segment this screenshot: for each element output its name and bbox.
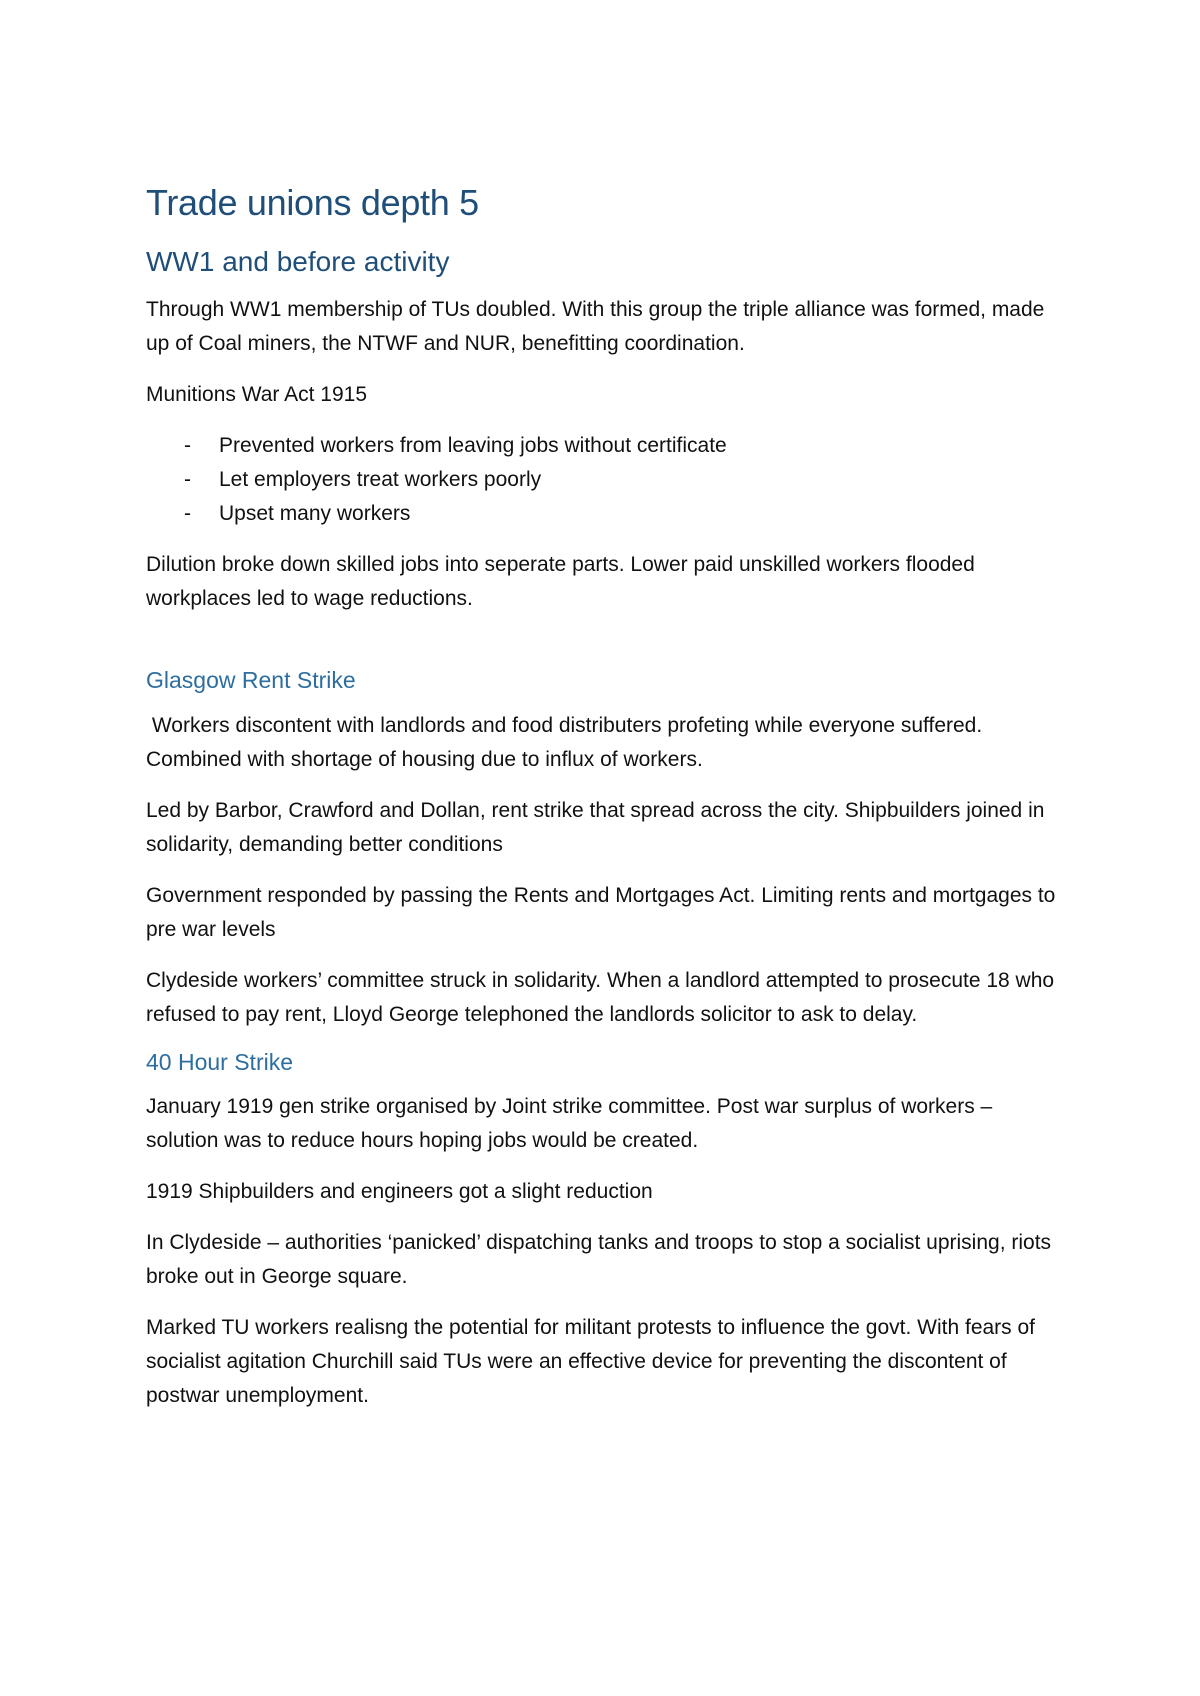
paragraph: Workers discontent with landlords and food distributers profeting while everyone suffered. Combined with shortage of housing due to influx of workers. [146, 713, 989, 771]
document-page [146, 182, 1066, 1430]
list-item [146, 497, 1066, 531]
paragraph: Munitions War Act 1915 [146, 382, 367, 406]
section-glasgow-rent-strike [146, 667, 1066, 1032]
paragraph: 1919 Shipbuilders and engineers got a slight reduction [146, 1180, 653, 1204]
paragraph: Government responded by passing the Rents and Mortgages Act. Limiting rents and mortgages to pre war levels [146, 883, 1056, 941]
list-item [146, 463, 1066, 497]
bullet-list [146, 429, 1066, 531]
document-title: Trade unions depth 5 [146, 182, 479, 223]
section-heading: WW1 and before activity [146, 246, 450, 278]
section-heading: Glasgow Rent Strike [146, 666, 356, 693]
section-ww1 [146, 245, 1066, 616]
list-item-text: Upset many workers [219, 501, 411, 525]
paragraph: In Clydeside – authorities ‘panicked’ dispatching tanks and troops to stop a socialist uprising, riots broke out in George square. [146, 1231, 1052, 1289]
paragraph: January 1919 gen strike organised by Joint strike committee. Post war surplus of workers – solution was to reduce hours hoping jobs would be created. [146, 1095, 993, 1153]
list-item-text: Prevented workers from leaving jobs without certificate [219, 433, 727, 457]
bullet-marker: - [184, 467, 191, 491]
list-item [146, 429, 1066, 463]
list-item-text: Let employers treat workers poorly [219, 467, 542, 491]
paragraph: Clydeside workers’ committee struck in solidarity. When a landlord attempted to prosecute 18 who refused to pay rent, Lloyd George telephoned the landlords solicitor to ask to delay. [146, 968, 1055, 1026]
paragraph: Dilution broke down skilled jobs into seperate parts. Lower paid unskilled workers flooded workplaces led to wage reductions. [146, 552, 975, 610]
bullet-marker: - [184, 501, 191, 525]
paragraph: Through WW1 membership of TUs doubled. With this group the triple alliance was formed, made up of Coal miners, the NTWF and NUR, benefitting coordination. [146, 297, 1045, 355]
paragraph: Marked TU workers realisng the potential for militant protests to influence the govt. With fears of socialist agitation Churchill said TUs were an effective device for preventing the discontent of postwar unemployment. [146, 1316, 1036, 1408]
blank-line [146, 633, 1066, 667]
section-heading: 40 Hour Strike [146, 1048, 294, 1075]
section-40-hour-strike [146, 1049, 1066, 1414]
paragraph: Led by Barbor, Crawford and Dollan, rent strike that spread across the city. Shipbuilders joined in solidarity, demanding better conditions [146, 798, 1045, 856]
bullet-marker: - [184, 433, 191, 457]
